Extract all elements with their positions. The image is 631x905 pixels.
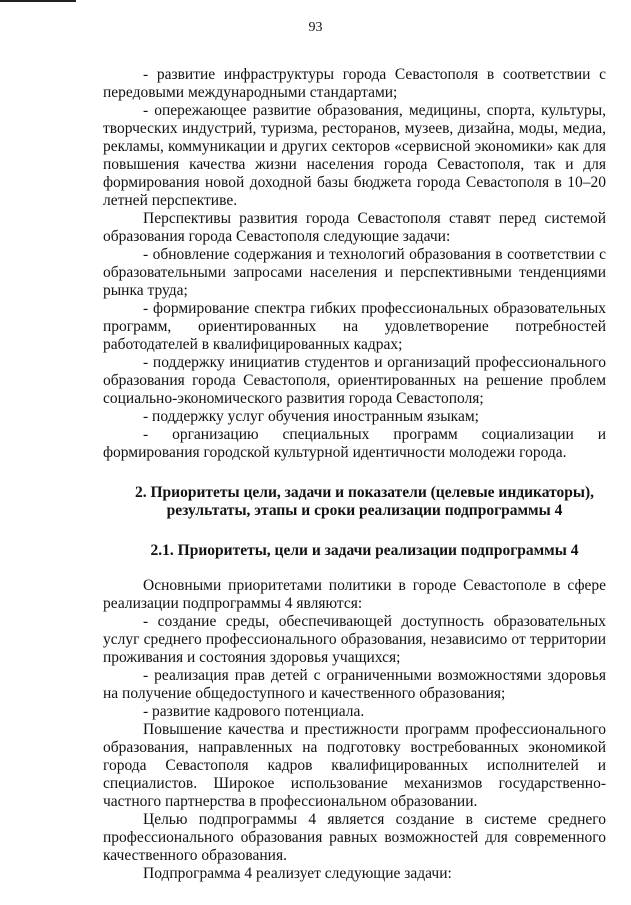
- paragraph: Целью подпрограммы 4 является создание в системе среднего профессионального образования равных возможностей для современного качественного образования.: [103, 811, 606, 864]
- paragraph: - обновление содержания и технологий образования в соответствии с образовательными запросами населения и перспективными тенденциями рынка труда;: [103, 246, 606, 299]
- page-number: 93: [308, 20, 323, 35]
- paragraph: Перспективы развития города Севастополя ставят перед системой образования города Севастополя следующие задачи:: [103, 210, 606, 245]
- top-rule: [0, 0, 76, 2]
- paragraph: - развитие кадрового потенциала.: [143, 703, 365, 720]
- section-heading-line2: результаты, этапы и сроки реализации подпрограммы 4: [166, 502, 563, 519]
- section-heading-line1: 2. Приоритеты цели, задачи и показатели (целевые индикаторы),: [134, 484, 595, 501]
- paragraph: - развитие инфраструктуры города Севастополя в соответствии с передовыми международными стандартами;: [103, 66, 606, 101]
- paragraph: - формирование спектра гибких профессиональных образовательных программ, ориентированных на удовлетворение потребностей работодателей в квалифицированных кадрах;: [103, 300, 606, 353]
- paragraph: Подпрограмма 4 реализует следующие задачи:: [143, 865, 452, 882]
- paragraph: - создание среды, обеспечивающей доступность образовательных услуг среднего профессионального образования, независимо от территории проживания и состояния здоровья учащихся;: [103, 613, 606, 666]
- section-heading: [103, 484, 606, 520]
- document-body: [103, 66, 606, 883]
- paragraph: - поддержку инициатив студентов и организаций профессионального образования города Севастополя, ориентированных на решение проблем социально-экономического развития города Севастополя;: [103, 354, 606, 407]
- paragraph: - реализация прав детей с ограниченными возможностями здоровья на получение общедоступного и качественного образования;: [103, 667, 606, 702]
- subsection-heading: 2.1. Приоритеты, цели и задачи реализации подпрограммы 4: [150, 542, 579, 559]
- paragraph: - организацию специальных программ социализации и формирования городской культурной идентичности молодежи города.: [103, 426, 606, 461]
- paragraph: Повышение качества и престижности программ профессионального образования, направленных на подготовку востребованных экономикой города Севастополя кадров квалифицированных исполнителей и специалистов. Широкое использование механизмов государственно-частного партнерства в профессиональном образовании.: [103, 721, 606, 810]
- paragraph: Основными приоритетами политики в городе Севастополе в сфере реализации подпрограммы 4 являются:: [103, 577, 606, 612]
- paragraph: - опережающее развитие образования, медицины, спорта, культуры, творческих индустрий, туризма, ресторанов, музеев, дизайна, моды, медиа, рекламы, коммуникации и других секторов «сервисной экономики» как для повышения качества жизни населения города Севастополя, так и для формирования новой доходной базы бюджета города Севастополя в 10–20 летней перспективе.: [103, 102, 606, 209]
- paragraph: - поддержку услуг обучения иностранным языкам;: [143, 408, 479, 425]
